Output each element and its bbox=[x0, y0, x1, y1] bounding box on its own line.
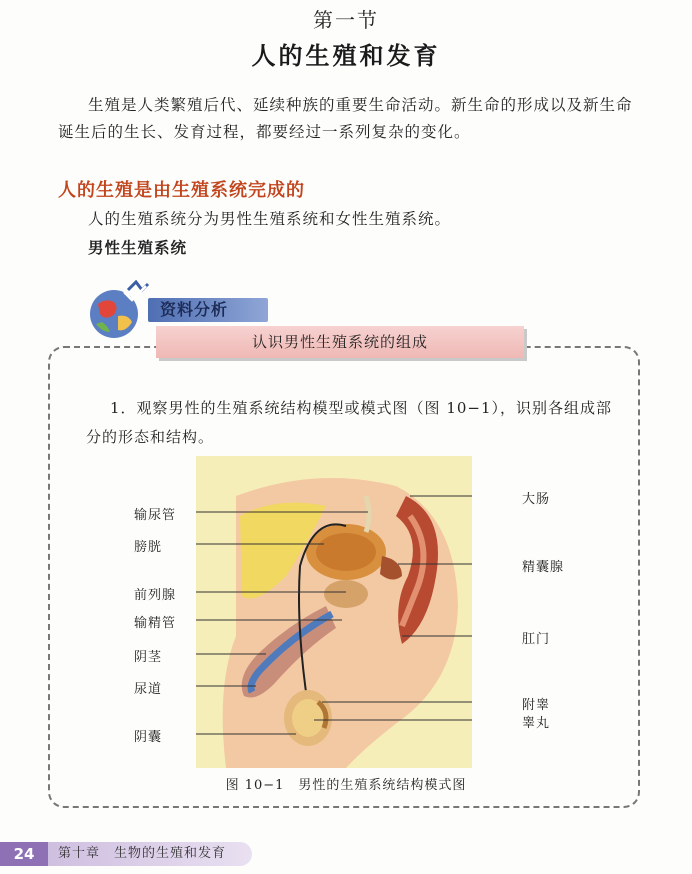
section-title: 人的生殖和发育 bbox=[251, 42, 441, 70]
intro-paragraph: 生殖是人类繁殖后代、延续种族的重要生命活动。新生命的形成以及新生命诞生后的生长、发育过程，都要经过一系列复杂的变化。 bbox=[58, 96, 633, 141]
section-heading: 人的生殖是由生殖系统完成的 bbox=[58, 180, 305, 201]
task-title: 认识男性生殖系统的组成 bbox=[251, 333, 428, 351]
label-anus: 肛门 bbox=[522, 632, 551, 647]
body-paragraph: 人的生殖系统分为男性生殖系统和女性生殖系统。 bbox=[88, 210, 452, 228]
analysis-badge: 资料分析 bbox=[160, 300, 229, 319]
label-seminal-vesicle: 精囊腺 bbox=[522, 560, 565, 575]
label-bladder: 膀胱 bbox=[134, 540, 163, 555]
globe-icon bbox=[84, 280, 150, 340]
chapter-title: 第十章 生物的生殖和发育 bbox=[58, 846, 227, 861]
subheading: 男性生殖系统 bbox=[88, 239, 188, 257]
anatomy-figure bbox=[196, 456, 472, 768]
figure-caption: 图 10−1 男性的生殖系统结构模式图 bbox=[225, 778, 467, 793]
label-prostate: 前列腺 bbox=[134, 588, 177, 603]
label-vas-deferens: 输精管 bbox=[134, 616, 177, 631]
label-testis: 睾丸 bbox=[522, 716, 551, 731]
page-number: 24 bbox=[0, 842, 48, 866]
label-epididymis: 附睾 bbox=[522, 698, 551, 713]
label-scrotum: 阴囊 bbox=[134, 730, 163, 745]
section-number: 第一节 bbox=[313, 8, 379, 32]
label-penis: 阴茎 bbox=[134, 650, 163, 665]
label-ureter: 输尿管 bbox=[134, 508, 177, 523]
anatomy-illustration bbox=[196, 456, 472, 768]
question-1: 1．观察男性的生殖系统结构模型或模式图（图 10−1），识别各组成部分的形态和结构。 bbox=[86, 399, 613, 446]
label-urethra: 尿道 bbox=[134, 682, 163, 697]
label-large-intestine: 大肠 bbox=[522, 492, 551, 507]
